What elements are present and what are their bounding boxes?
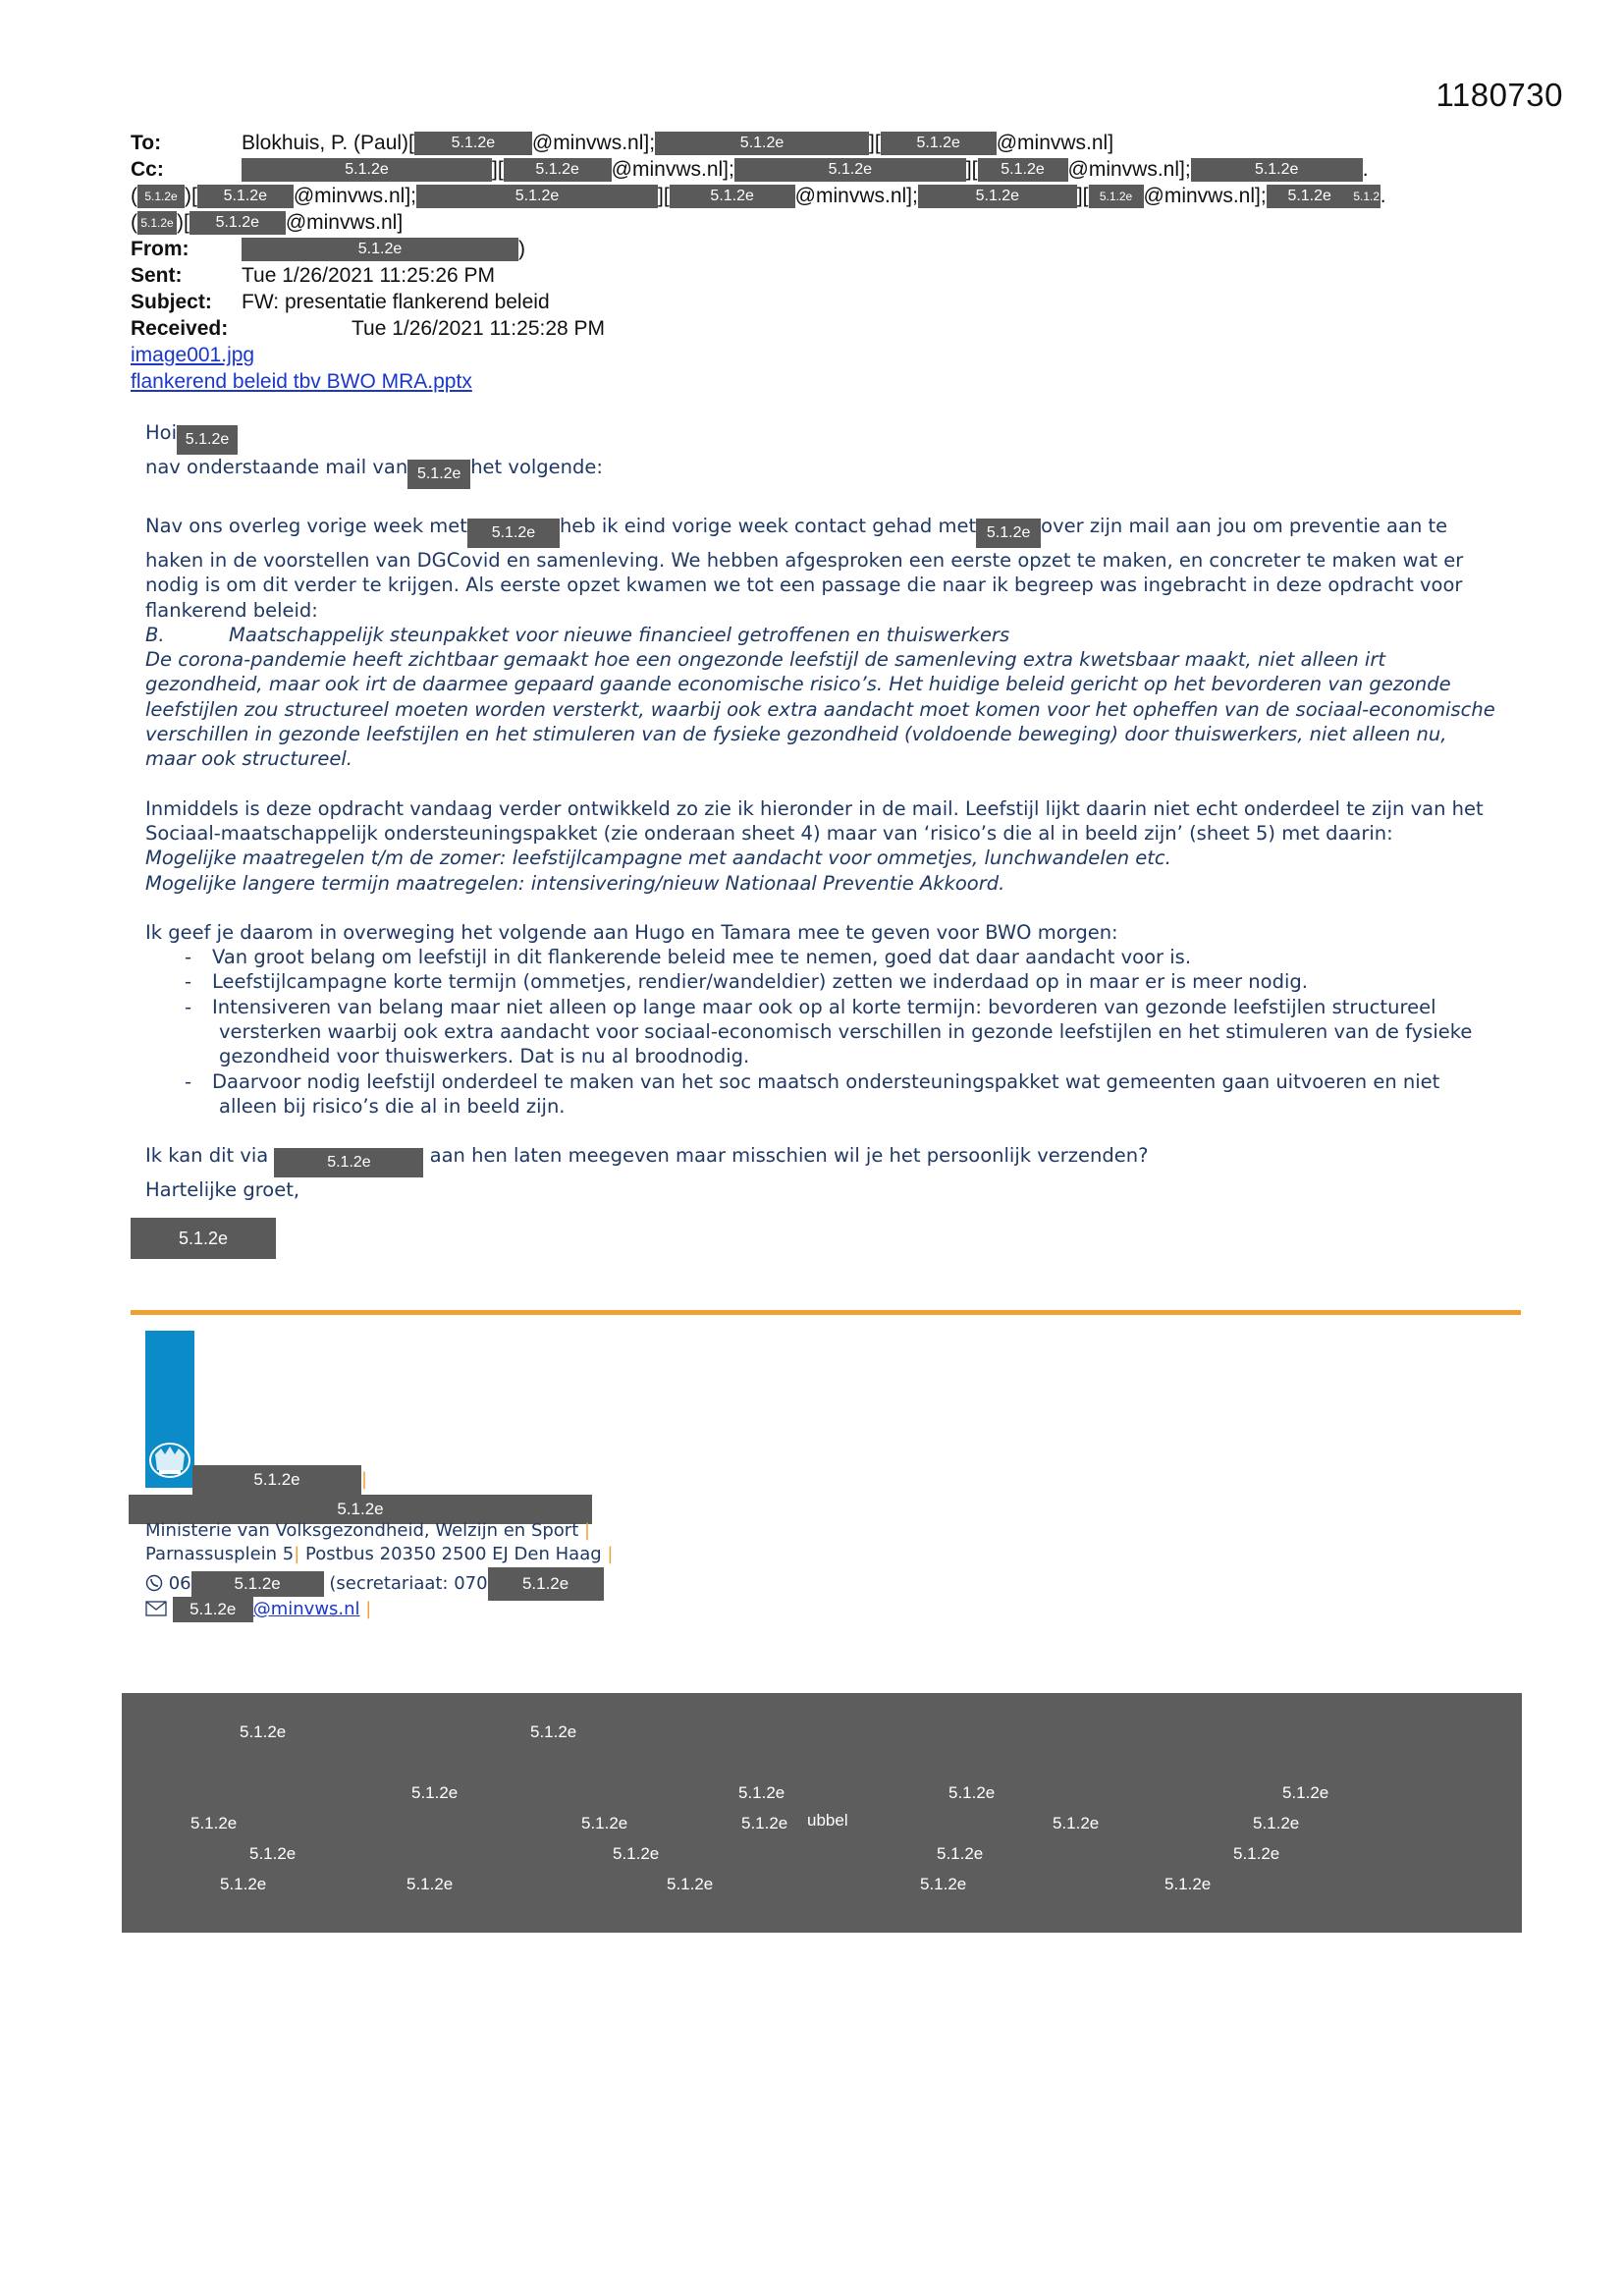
signature-divider (131, 1310, 1521, 1315)
document-number: 1180730 (1435, 77, 1563, 113)
greeting-text: Hoi (145, 421, 178, 444)
redaction-label: 5.1.2e (220, 1875, 267, 1893)
list-item: - Leefstijlcampagne korte termijn (ommetjes, rendier/wandeldier) zetten we inderdaad op in maar er is meer nodig. (185, 970, 1308, 994)
cc-row (131, 156, 1505, 183)
subject-label: Subject: (131, 291, 212, 313)
ministry-row (145, 1520, 590, 1541)
address-row (145, 1544, 613, 1564)
list-item-text: Daarvoor nodig leefstijl onderdeel te maken van het soc maatsch ondersteuningspakket wat gemeenten gaan uitvoeren en niet alleen bij risico’s die al in beeld zijn. (212, 1069, 1440, 1118)
redaction-bar: 5.1.2e (976, 519, 1041, 548)
p4-text: Ik kan dit via (145, 1144, 269, 1168)
redaction-label: 5.1.2e (667, 1875, 714, 1893)
redaction-bar: 5.1.2e (129, 1495, 592, 1524)
cc-sep: ][ (492, 158, 504, 181)
ministry-name: Ministerie van Volksgezondheid, Welzijn en Sport (145, 1520, 579, 1541)
attachment-link-pptx[interactable]: flankerend beleid tbv BWO MRA.pptx (131, 370, 472, 393)
sent-value: Tue 1/26/2021 11:25:26 PM (242, 264, 496, 287)
to-sep: ][ (869, 132, 881, 154)
redaction-bar: 5.1.2e (177, 425, 238, 455)
redaction-label: 5.1.2e (613, 1844, 660, 1863)
list-item: - Daarvoor nodig leefstijl onderdeel te maken van het soc maatsch ondersteuningspakket wat gemeenten gaan uitvoeren en niet alleen bij risico’s die al in beeld zijn. (185, 1069, 1440, 1118)
redaction-bar: 5.1.2e (978, 158, 1068, 182)
cc-label: Cc: (131, 158, 164, 181)
cc-row-3 (131, 209, 1505, 236)
from-value (242, 236, 525, 262)
redaction-label: 5.1.2e (1282, 1783, 1329, 1802)
paragraph-4 (145, 1143, 1500, 1177)
quote-text (145, 647, 1500, 771)
address-postbus: Postbus 20350 2500 EJ Den Haag (305, 1544, 602, 1564)
p1-text: heb ik eind vorige week contact gehad met (559, 515, 977, 537)
measure-text: Mogelijke maatregelen t/m de zomer: leefstijlcampagne met aandacht voor ommetjes, lunchwandelen etc. (145, 847, 1171, 870)
intro-text: nav onderstaande mail van (145, 456, 408, 478)
to-domain: @minvws.nl] (996, 132, 1114, 154)
redaction-label: 5.1.2e (1253, 1814, 1300, 1832)
separator: | (584, 1520, 591, 1541)
redaction-bar: 5.1.2e (191, 1571, 324, 1597)
redaction-bar: 5.1.2e (137, 185, 185, 208)
redaction-bar: 5.1.2e (407, 460, 470, 489)
address-street: Parnassusplein 5 (145, 1544, 295, 1564)
redaction-label: 5.1.2e (249, 1844, 297, 1863)
redaction-bar: 5.1.2e (137, 211, 177, 235)
redaction-bar: 5.1.2e (1267, 185, 1353, 208)
redaction-bar: 5.1.2e (416, 185, 658, 208)
cc-domain: @minvws.nl]; (794, 185, 918, 207)
list-item-text: Intensiveren van belang maar niet alleen op lange maar ook op al korte termijn: bevorderen van gezonde leefstijlen structureel versterken waarbij ook extra aandacht voor sociaal-economisch verschillen in gezonde leefstijlen en het stimuleren van de fysieke gezondheid voor thuiswerkers. Dat is nu al broodnodig. (212, 995, 1473, 1068)
intro-text-end: het volgende: (470, 456, 603, 478)
to-label: To: (131, 132, 162, 154)
redaction-label: 5.1.2e (920, 1875, 967, 1893)
phone-prefix: 06 (168, 1573, 191, 1594)
advice-list (145, 945, 1500, 1119)
email-link[interactable]: @minvws.nl (252, 1599, 360, 1619)
cc-value-line2 (131, 183, 1386, 209)
quote-letter: B. (145, 623, 165, 646)
signature-name-row (145, 1465, 367, 1495)
redaction-bar: 5.1.2e (734, 158, 966, 182)
quote-heading (145, 623, 1500, 647)
redaction-label: 5.1.2e (240, 1722, 287, 1741)
cc-sep: )[ (185, 185, 197, 207)
redaction-label: 5.1.2e (741, 1814, 788, 1832)
list-item: - Intensiveren van belang maar niet alleen op lange maar ook op al korte termijn: bevorderen van gezonde leefstijlen structureel versterken waarbij ook extra aandacht voor sociaal-economisch verschillen in gezonde leefstijlen en het stimuleren van de fysieke gezondheid voor thuiswerkers. Dat is nu al broodnodig. (185, 995, 1473, 1068)
separator: | (361, 1469, 368, 1490)
redaction-bar: 5.1.2e (467, 519, 560, 548)
redaction-bar: 5.1.2e (1191, 158, 1363, 182)
quote-title: Maatschappelijk steunpakket voor nieuwe financieel getroffenen en thuiswerkers (229, 623, 1010, 646)
received-row (131, 315, 1505, 342)
paragraph-1 (145, 514, 1500, 623)
p4-text: aan hen laten meegeven maar misschien wil je het persoonlijk verzenden? (429, 1144, 1149, 1168)
to-value (242, 130, 1113, 156)
redaction-label: 5.1.2e (948, 1783, 996, 1802)
cc-sep: ][ (1076, 185, 1089, 207)
secretariat-prefix: 070 (454, 1573, 488, 1594)
phone-icon (145, 1574, 163, 1592)
from-label: From: (131, 238, 189, 260)
cc-domain: @minvws.nl] (285, 211, 404, 234)
list-item-text: Van groot belang om leefstijl in dit flankerende beleid mee te nemen, goed dat daar aandacht voor is. (212, 946, 1192, 969)
quote-text-content: De corona-pandemie heeft zichtbaar gemaakt hoe een ongezonde leefstijl de samenleving extra kwetsbaar maakt, niet alleen irt gezondheid, maar ook irt de daarmee gepaard gaande economische risico’s. Het huidige beleid gericht op het bevorderen van gezonde leefstijlen zou structureel moeten worden versterkt, waarbij ook extra aandacht moet komen voor het opheffen van de sociaal-economische verschillen in gezonde leefstijlen en het stimuleren van de fysieke gezondheid (voldoende beweging) door thuiswerkers, niet alleen nu, maar ook structureel. (145, 648, 1495, 771)
redaction-bar: 5.1.2e (670, 185, 795, 208)
redaction-bar: 5.1.2e (918, 185, 1077, 208)
cc-value-line1 (242, 156, 1369, 183)
redaction-label: 5.1.2e (1053, 1814, 1100, 1832)
ministry-logo (145, 1331, 194, 1488)
intro-line (145, 455, 1500, 489)
p1-text: aan te haken in de voorstellen van DGCovid en samenleving. We hebben afgesproken een eerste opzet te maken, en concreter te maken wat er nodig is om dit verder te krijgen. Als eerste opzet kwamen we tot een passage die naar ik begreep was ingebracht in deze opdracht voor flankerend beleid: (145, 515, 1464, 622)
redaction-bar: 5.1.2e (173, 1597, 253, 1622)
cc-sep: ( (131, 185, 137, 207)
secretariat-label: (secretariaat: (329, 1573, 455, 1594)
attachment-row (131, 368, 1505, 395)
paragraph-3: Ik geef je daarom in overweging het volgende aan Hugo en Tamara mee te geven voor BWO morgen: (145, 920, 1118, 944)
redacted-disclaimer-block (122, 1693, 1522, 1933)
redaction-bar: 5.1.2e (881, 132, 997, 155)
cc-domain: @minvws.nl]; (1143, 185, 1267, 207)
received-value: Tue 1/26/2021 11:25:28 PM (352, 317, 606, 340)
cc-sep: . (1362, 158, 1369, 181)
redaction-label: 5.1.2e (530, 1722, 577, 1741)
sent-label: Sent: (131, 264, 183, 287)
to-row (131, 130, 1505, 156)
attachment-link-image[interactable]: image001.jpg (131, 344, 255, 366)
redaction-bar: 5.1.2e (504, 158, 612, 182)
redaction-bar: 5.1.2e (242, 238, 518, 261)
paragraph-2: Inmiddels is deze opdracht vandaag verder ontwikkeld zo zie ik hieronder in de mail. Leefstijl lijkt daarin niet echt onderdeel te zijn van het Sociaal-maatschappelijk ondersteuningspakket (zie onderaan sheet 4) maar van ‘risico’s die al in beeld zijn’ (sheet 5) met daarin: (145, 796, 1484, 845)
redaction-label: 5.1.2e (581, 1814, 628, 1832)
redaction-label: 5.1.2e (937, 1844, 984, 1863)
redaction-bar: 5.1.2e (197, 185, 294, 208)
redaction-bar: 5.1.2e (655, 132, 869, 155)
redaction-label: 5.1.2e (1164, 1875, 1212, 1893)
email-body (145, 420, 1500, 1203)
p1-text: Nav ons overleg vorige week met (145, 515, 467, 537)
cc-row-2 (131, 183, 1505, 209)
cc-domain: @minvws.nl]; (293, 185, 416, 207)
cc-domain: @minvws.nl]; (1067, 158, 1191, 181)
redaction-label: 5.1.2e (1233, 1844, 1280, 1863)
redaction-label: 5.1.2e (406, 1875, 454, 1893)
p1-text: over zijn mail aan jou om preventie (1041, 515, 1380, 537)
redaction-bar: 5.1.2e (192, 1465, 361, 1495)
subject-row (131, 289, 1505, 315)
phone-row (145, 1567, 604, 1601)
cc-domain: @minvws.nl]; (611, 158, 734, 181)
measure-item-1 (145, 846, 1500, 870)
cc-sep: . (1380, 185, 1386, 207)
cc-sep: ][ (965, 158, 978, 181)
redaction-label: 5.1.2e (190, 1814, 238, 1832)
redaction-label: 5.1.2e (411, 1783, 459, 1802)
list-item: - Van groot belang om leefstijl in dit flankerende beleid mee te nemen, goed dat daar aandacht voor is. (185, 946, 1192, 969)
to-name: Blokhuis, P. (Paul)[ (242, 132, 414, 154)
from-close: ) (518, 238, 525, 260)
redaction-bar: 5.1.2e (414, 132, 532, 155)
cc-sep: ][ (658, 185, 670, 207)
separator: | (294, 1544, 300, 1564)
redaction-bar: 5.1.2e (274, 1148, 423, 1177)
attachment-row (131, 342, 1505, 368)
separator: | (365, 1599, 372, 1619)
email-row (145, 1597, 371, 1622)
redaction-bar: 5.1.2e (488, 1567, 604, 1601)
list-item-text: Leefstijlcampagne korte termijn (ommetjes, rendier/wandeldier) zetten we inderdaad op in maar er is meer nodig. (212, 970, 1308, 994)
envelope-icon (145, 1601, 167, 1616)
greeting-line (145, 420, 1500, 455)
cc-value-line3 (131, 209, 403, 236)
sent-row (131, 262, 1505, 289)
email-header (131, 130, 1505, 395)
redaction-label: 5.1.2e (738, 1783, 785, 1802)
redaction-bar: 5.1.2e (189, 211, 286, 235)
signature-name-redaction: 5.1.2e (131, 1218, 276, 1259)
footer-text-fragment: ubbel (807, 1811, 848, 1830)
measure-text: Mogelijke langere termijn maatregelen: intensivering/nieuw Nationaal Preventie Akkoord. (145, 871, 1005, 895)
subject-value: FW: presentatie flankerend beleid (242, 291, 550, 313)
redaction-bar: 5.1.2 (1353, 185, 1380, 208)
received-label: Received: (131, 317, 229, 340)
from-row (131, 236, 1505, 262)
redaction-bar: 5.1.2e (242, 158, 492, 182)
cc-sep: )[ (177, 211, 189, 234)
separator: | (607, 1544, 614, 1564)
closing-line: Hartelijke groet, (145, 1178, 300, 1202)
to-domain: @minvws.nl]; (531, 132, 656, 154)
cc-sep: ( (131, 211, 137, 234)
redaction-bar: 5.1.2e (1089, 185, 1144, 208)
measure-item-2 (145, 871, 1500, 896)
